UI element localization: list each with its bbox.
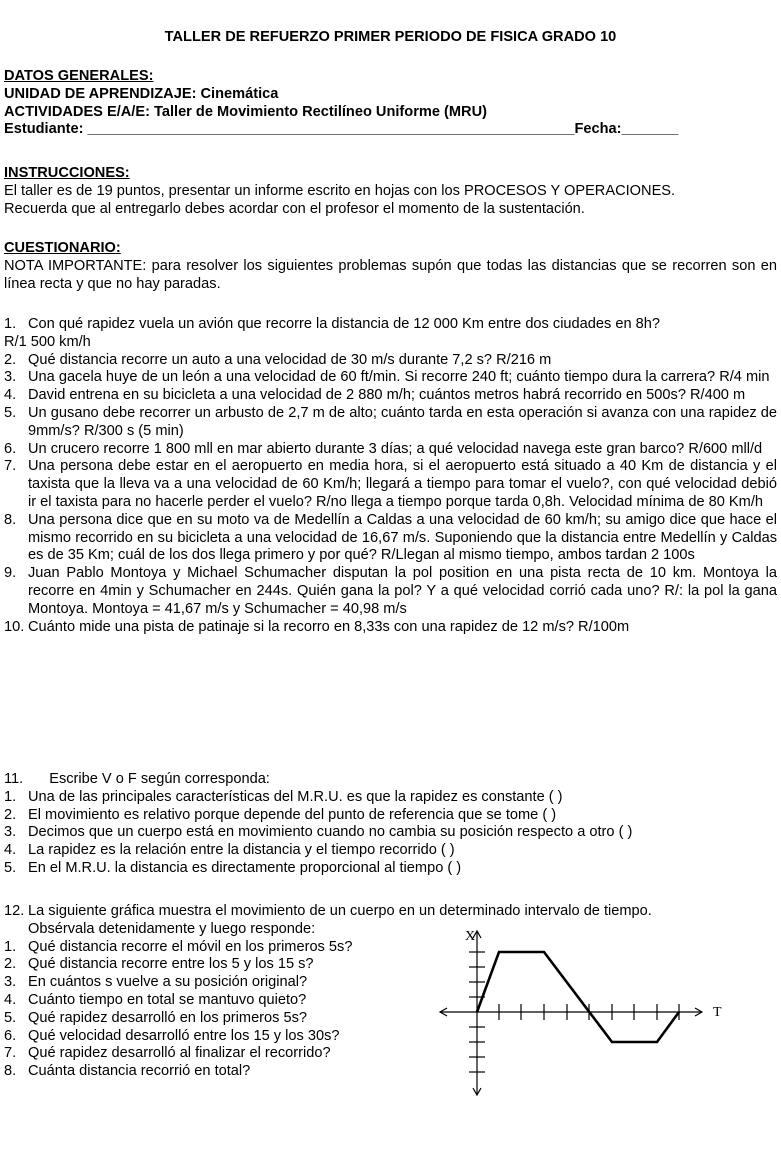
question-item: 8. Una persona dice que en su moto va de Medellín a Caldas a una velocidad de 60 km/h; su amigo dice que hace el mismo recorrido en su bicicleta a una velocidad de 16,67 m/s. Suponiendo que la distancia entre Medellín y Caldas es de 35 Km; cuál de los dos llega primero y por qué? R/Llegan al mismo tiempo, ambos tardan 2 100s <box>4 511 777 564</box>
graph-question-item: 1. Qué distancia recorre el móvil en los primeros 5s? <box>4 938 353 955</box>
question-item: 7. Una persona debe estar en el aeropuerto en media hora, si el aeropuerto está situado a 40 Km de distancia y el taxista que la lleva va a una velocidad de 60 Km/h; llegará a tiempo para tomar el vuelo?, con qué velocidad debió ir el taxista para no hacerle perder el vuelo? R/no llega a tiempo porque tarda 0,8h. Velocidad mínima de 80 Km/h <box>4 458 777 510</box>
question-11-number: 11. <box>4 771 24 787</box>
x-axis-label: X <box>465 929 476 944</box>
graph-question-item: 7. Qué rapidez desarrolló al finalizar el recorrido? <box>4 1045 331 1062</box>
graph-question-item: 5. Qué rapidez desarrolló en los primeros 5s? <box>4 1009 308 1026</box>
true-false-item: 4. La rapidez es la relación entre la distancia y el tiempo recorrido ( ) <box>4 842 455 859</box>
question-11-text: Escribe V o F según corresponda: <box>49 771 270 787</box>
activities-line: ACTIVIDADES E/A/E: Taller de Movimiento Rectilíneo Uniforme (MRU) <box>4 103 487 120</box>
instructions-heading: INSTRUCCIONES: <box>4 165 130 181</box>
question-item: 1. Con qué rapidez vuela un avión que recorre la distancia de 12 000 Km entre dos ciudades en 8h? <box>4 316 661 332</box>
question-item: 9. Juan Pablo Montoya y Michael Schumacher disputan la pol position en una pista recta de 10 km. Montoya la recorre en 4min y Schumacher en 244s. Quién gana la pol? Y a qué velocidad corrió cada uno? R/: la pol la gana Montoya. Montoya = 41,67 m/s y Schumacher = 40,98 m/s <box>4 565 777 617</box>
true-false-item: 3. Decimos que un cuerpo está en movimiento cuando no cambia su posición respecto a otro ( ) <box>4 824 633 841</box>
graph-question-item: 4. Cuánto tiempo en total se mantuvo quieto? <box>4 991 307 1008</box>
student-line: Estudiante: ____________________________________________________________Fecha:_______ <box>4 121 679 138</box>
question-1-answer: R/1 500 km/h <box>4 333 91 350</box>
question-12-line-1: La siguiente gráfica muestra el movimiento de un cuerpo en un determinado intervalo de tiempo. <box>28 903 652 919</box>
true-false-item: 5. En el M.R.U. la distancia es directamente proporcional al tiempo ( ) <box>4 859 462 876</box>
question-12-number: 12. <box>4 903 25 919</box>
graph-question-item: 8. Cuánta distancia recorrió en total? <box>4 1063 251 1080</box>
question-11 <box>4 771 777 878</box>
t-axis-label: T <box>713 1005 722 1020</box>
true-false-item: 2. El movimiento es relativo porque depende del punto de referencia que se tome ( ) <box>4 806 557 823</box>
question-item: 10. Cuánto mide una pista de patinaje si la recorro en 8,33s con una rapidez de 12 m/s? R/100m <box>4 618 630 635</box>
page-title: TALLER DE REFUERZO PRIMER PERIODO DE FISICA GRADO 10 <box>164 29 617 45</box>
general-data-section <box>4 68 777 139</box>
questionnaire-section <box>4 240 777 293</box>
question-item: 2. Qué distancia recorre un auto a una velocidad de 30 m/s durante 7,2 s? R/216 m <box>4 351 552 368</box>
question-item: 4. David entrena en su bicicleta a una velocidad de 2 880 m/h; cuántos metros habrá recorrido en 500s? R/400 m <box>4 387 746 404</box>
important-note: NOTA IMPORTANTE: para resolver los siguientes problemas supón que todas las distancias que se recorren son en línea recta y que no hay paradas. <box>4 257 777 292</box>
instructions-section <box>4 165 777 218</box>
question-item: 6. Un crucero recorre 1 800 mll en mar abierto durante 3 días; a qué velocidad navega este gran barco? R/600 mll/d <box>4 440 763 457</box>
graph-question-item: 2. Qué distancia recorre entre los 5 y los 15 s? <box>4 956 314 973</box>
instructions-line-2: Recuerda que al entregarlo debes acordar con el profesor el momento de la sustentación. <box>4 200 585 217</box>
graph-question-item: 6. Qué velocidad desarrolló entre los 15 y los 30s? <box>4 1027 340 1044</box>
questions-list <box>4 316 777 636</box>
general-heading: DATOS GENERALES: <box>4 68 154 84</box>
graph-question-item: 3. En cuántos s vuelve a su posición original? <box>4 974 308 991</box>
question-item: 5. Un gusano debe recorrer un arbusto de 2,7 m de alto; cuánto tarda en esta operación si avanza con una rapidez de 9mm/s? R/300 s (5 min) <box>4 404 777 439</box>
true-false-item: 1. Una de las principales características del M.R.U. es que la rapidez es constante ( ) <box>4 788 563 805</box>
question-12-line-2: Obsérvala detenidamente y luego responde: <box>28 920 316 937</box>
question-item: 3. Una gacela huye de un león a una velocidad de 60 ft/min. Si recorre 240 ft; cuánto tiempo dura la carrera? R/4 min <box>4 369 770 386</box>
motion-line <box>477 952 679 1042</box>
instructions-line-1: El taller es de 19 puntos, presentar un informe escrito en hojas con los PROCESOS Y OPERACIONES. <box>4 182 676 199</box>
unit-line: UNIDAD DE APRENDIZAJE: Cinemática <box>4 85 279 102</box>
questionnaire-heading: CUESTIONARIO: <box>4 240 121 256</box>
position-time-graph <box>437 925 737 1100</box>
